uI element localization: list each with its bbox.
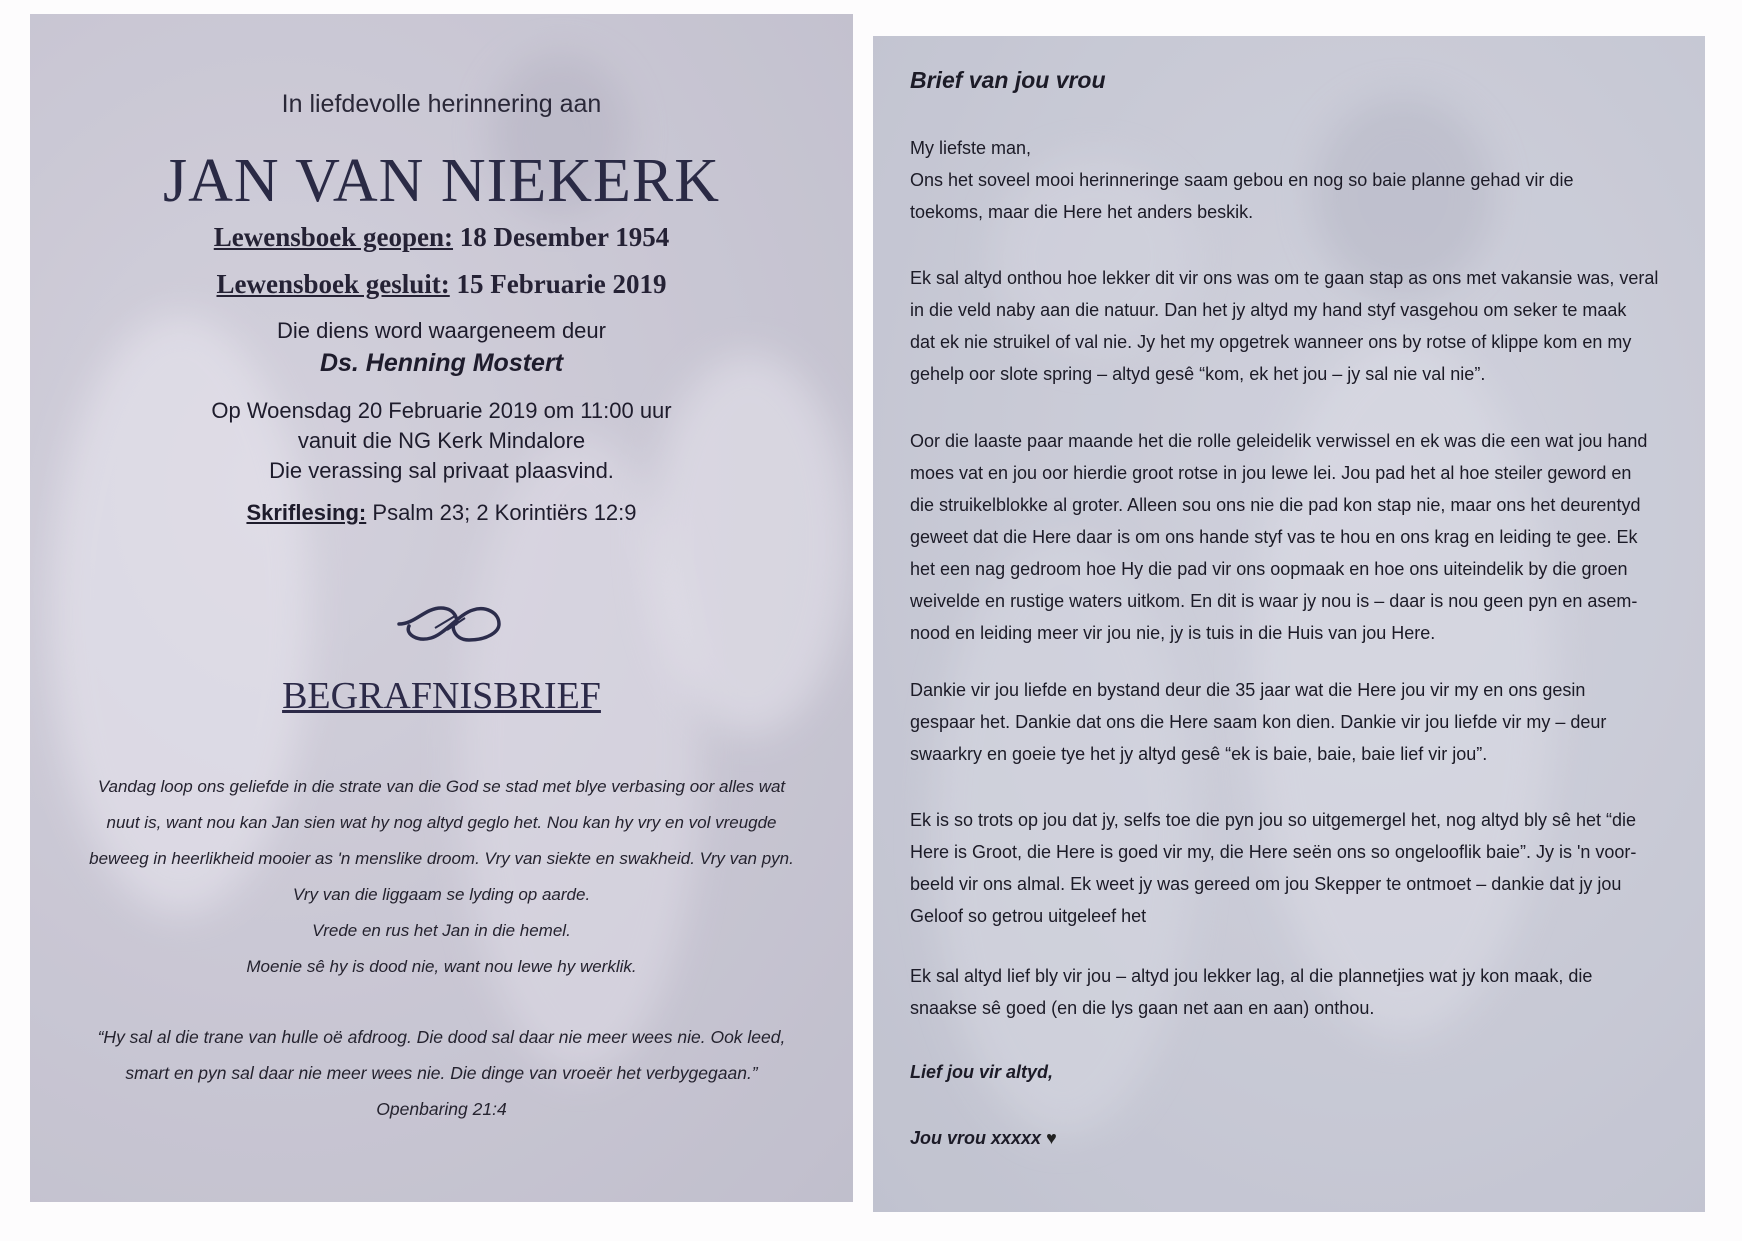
poem-line: Vrede en rus het Jan in die hemel.	[312, 921, 571, 940]
service-venue: vanuit die NG Kerk Mindalore	[297, 428, 586, 453]
letter-line: gehelp oor slote spring – altyd gesê “kom, ek het jou – jy sal nie val nie”.	[910, 364, 1486, 384]
life-opened	[30, 222, 853, 253]
letter-line: geweet dat die Here daar is om ons hande styf vas te hou en ons krag en leiding te gee. Ek	[910, 527, 1638, 547]
letter-line: het een nag gedroom hoe Hy die pad vir ons oopmaak en hoe ons uiteindelik by die groen	[910, 559, 1628, 579]
letter-line: moes vat en jou oor hierdie groot rotse in jou lewe lei. Jou pad het al hoe steiler geword en	[910, 463, 1632, 483]
letter-title: Brief van jou vrou	[910, 67, 1106, 93]
poem-line: nuut is, want nou kan Jan sien wat hy nog altyd geglo het. Nou kan hy vry en vol vreugde	[106, 813, 777, 832]
letter-line: Here is Groot, die Here is goed vir my, die Here seën ons so ongelooflik baie”. Jy is 'n voor-	[910, 842, 1637, 862]
letter-line: in die veld naby aan die natuur. Dan het jy altyd my hand styf vasgehou om seker te maak	[910, 300, 1627, 320]
letter-line: Ek sal altyd lief bly vir jou – altyd jou lekker lag, al die plannetjies wat jy kon maak, die	[910, 966, 1593, 986]
letter-line: toekoms, maar die Here het anders beskik.	[910, 202, 1254, 222]
letter-paragraph-5	[910, 804, 1670, 932]
letter-line: Ek sal altyd onthou hoe lekker dit vir ons was om te gaan stap as ons met vakansie was, veral	[910, 268, 1659, 288]
quote-line: “Hy sal al die trane van hulle oë afdroog. Die dood sal daar nie meer wees nie. Ook leed,	[97, 1027, 786, 1047]
poem-line: Moenie sê hy is dood nie, want nou lewe hy werklik.	[246, 957, 637, 976]
letter-line: weivelde en rustige waters uitkom. En dit is waar jy nou is – daar is nou geen pyn en asem-	[910, 591, 1638, 611]
heart-icon: ♥	[1046, 1128, 1057, 1148]
letter-paragraph-2	[910, 262, 1670, 390]
letter-signoff	[910, 1122, 1670, 1154]
letter-line: die struikelblokke al groter. Alleen sou ons nie die pad kon stap nie, maar ons het deurentyd	[910, 495, 1641, 515]
letter-paragraph-4	[910, 674, 1670, 770]
letter-line: dat ek nie struikel of val nie. Jy het my opgetrek wanneer ons by rotse of klippe kom en my	[910, 332, 1632, 352]
poem-line: beweeg in heerlikheid mooier as 'n menslike droom. Vry van siekte en swakheid. Vry van pyn.	[89, 849, 794, 868]
poem-line: Vandag loop ons geliefde in die strate van die God se stad met blye verbasing oor alles wat	[97, 777, 786, 796]
closed-label: Lewensboek gesluit:	[216, 269, 450, 299]
reading-text: Psalm 23; 2 Korintiërs 12:9	[372, 500, 637, 525]
letter-closing: Lief jou vir altyd,	[910, 1062, 1054, 1082]
right-page	[873, 36, 1705, 1212]
letter-heading: BEGRAFNISBRIEF	[282, 675, 601, 717]
letter-paragraph-6	[910, 960, 1670, 1024]
letter-line: beeld vir ons almal. Ek weet jy was gereed om jou Skepper te ontmoet – dankie dat jy jou	[910, 874, 1622, 894]
infinity-ornament-icon	[395, 594, 515, 654]
opened-date: 18 Desember 1954	[459, 222, 670, 252]
letter-line: Ek is so trots op jou dat jy, selfs toe die pyn jou so uitgemergel het, nog altyd bly sê het “die	[910, 810, 1637, 830]
closed-date: 15 Februarie 2019	[456, 269, 667, 299]
letter-line: Ons het soveel mooi herinneringe saam gebou en nog so baie planne gehad vir die	[910, 170, 1574, 190]
service-by: Die diens word waargeneem deur	[277, 318, 606, 343]
poem-line: Vry van die liggaam se lyding op aarde.	[292, 885, 591, 904]
letter-line: Dankie vir jou liefde en bystand deur die 35 jaar wat die Here jou vir my en ons gesin	[910, 680, 1586, 700]
deceased-name: JAN VAN NIEKERK	[163, 147, 720, 215]
left-page	[30, 14, 853, 1202]
letter-paragraph-3	[910, 425, 1670, 649]
scripture-quote	[70, 1019, 813, 1127]
quote-line: smart en pyn sal daar nie meer wees nie. Die dinge van vroeër het verbygegaan.”	[125, 1063, 758, 1083]
letter-line: snaakse sê goed (en die lys gaan net aan en aan) onthou.	[910, 998, 1375, 1018]
burial-note: Die verassing sal privaat plaasvind.	[269, 458, 614, 483]
service-details	[30, 396, 853, 486]
poem-block	[70, 769, 813, 985]
letter-line: swaarkry en goeie tye het jy altyd gesê “ek is baie, baie, baie lief vir jou”.	[910, 744, 1488, 764]
life-closed	[30, 269, 853, 300]
signoff-text: Jou vrou xxxxx	[910, 1128, 1042, 1148]
letter-line: Geloof so getrou uitgeleef het	[910, 906, 1147, 926]
letter-paragraph-1	[910, 164, 1670, 228]
minister-name: Ds. Henning Mostert	[319, 349, 564, 377]
letter-line: gespaar het. Dankie dat ons die Here saam kon dien. Dankie vir jou liefde vir my – deur	[910, 712, 1607, 732]
reading-label: Skriflesing:	[246, 500, 367, 525]
opened-label: Lewensboek geopen:	[213, 222, 454, 252]
scripture-reading	[30, 500, 853, 526]
memorial-subtitle: In liefdevolle herinnering aan	[281, 90, 602, 118]
letter-line: Oor die laaste paar maande het die rolle geleidelik verwissel en ek was die een wat jou hand	[910, 431, 1648, 451]
letter-line: nood en leiding meer vir jou nie, jy is tuis in die Huis van jou Here.	[910, 623, 1436, 643]
quote-reference: Openbaring 21:4	[376, 1099, 507, 1119]
letter-greeting: My liefste man,	[910, 138, 1032, 158]
service-date: Op Woensdag 20 Februarie 2019 om 11:00 uur	[211, 398, 672, 423]
